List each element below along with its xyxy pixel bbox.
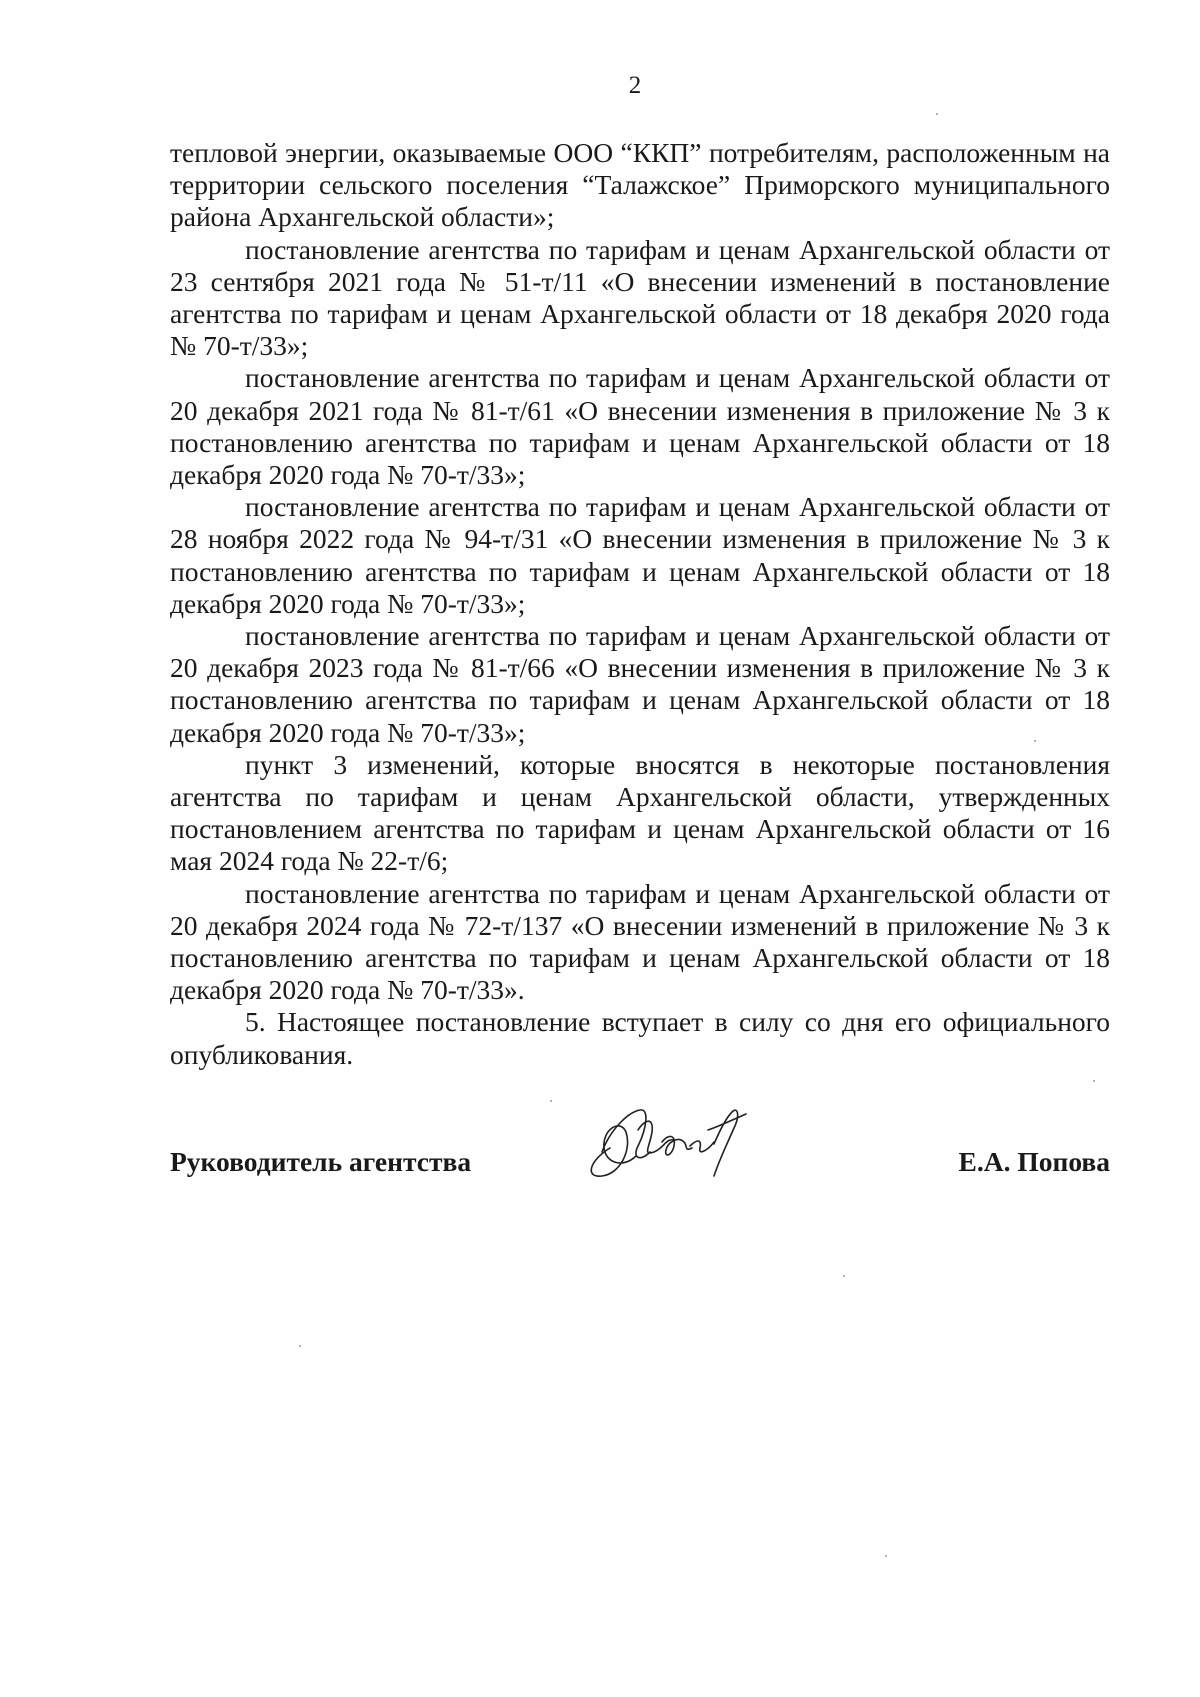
paragraph: постановление агентства по тарифам и ценам Архангельской области от 20 декабря 2021 года № 81-т/61 «О внесении изменения в приложение № 3 к постановлению агентства по тарифам и ценам Архангельской области от 18 декабря 2020 года № 70-т/33»; [170,362,1110,491]
scan-speck [299,1345,301,1347]
handwritten-signature [580,1090,755,1185]
signature-stroke [662,1136,692,1155]
scan-speck [550,1100,552,1102]
signature-stroke [708,1114,746,1130]
paragraph: пункт 3 изменений, которые вносятся в некоторые постановления агентства по тарифам и ценам Архангельской области, утвержденных постановлением агентства по тарифам и ценам Архангельской области от 16 мая 2024 года № 22-т/6; [170,748,1110,877]
page-number: 2 [628,72,642,99]
signature-stroke [591,1126,636,1176]
signature-stroke [690,1141,714,1152]
signatory-position: Руководитель агентства [170,1146,472,1177]
paragraph: постановление агентства по тарифам и ценам Архангельской области от 20 декабря 2023 года № 81-т/66 «О внесении изменения в приложение № 3 к постановлению агентства по тарифам и ценам Архангельской области от 18 декабря 2020 года № 70-т/33»; [170,620,1110,748]
paragraph-effective-date: 5. Настоящее постановление вступает в силу со дня его официального опубликования. [170,1006,1110,1070]
document-body [170,137,1110,1071]
signature-block [170,1090,1110,1177]
scan-speck [936,113,938,115]
scan-speck [843,1275,845,1277]
scan-speck [1093,1080,1095,1082]
paragraph: постановление агентства по тарифам и ценам Архангельской области от 28 ноября 2022 года № 94-т/31 «О внесении изменения в приложение № 3 к постановлению агентства по тарифам и ценам Архангельской области от 18 декабря 2020 года № 70-т/33»; [170,491,1110,619]
paragraph: постановление агентства по тарифам и ценам Архангельской области от 20 декабря 2024 года № 72-т/137 «О внесении изменений в приложение № 3 к постановлению агентства по тарифам и ценам Архангельской области от 18 декабря 2020 года № 70-т/33». [170,877,1110,1006]
paragraph: тепловой энергии, оказываемые ООО “ККП” потребителям, расположенным на территории сельского поселения “Талажское” Приморского муниципального района Архангельской области»; [170,137,1110,233]
signatory-name: Е.А. Попова [958,1146,1110,1177]
scan-speck [1034,740,1036,742]
scan-speck [885,1555,887,1557]
paragraph: постановление агентства по тарифам и ценам Архангельской области от 23 сентября 2021 года № 51-т/11 «О внесении изменений в постановление агентства по тарифам и ценам Архангельской области от 18 декабря 2020 года № 70-т/33»; [170,233,1110,362]
